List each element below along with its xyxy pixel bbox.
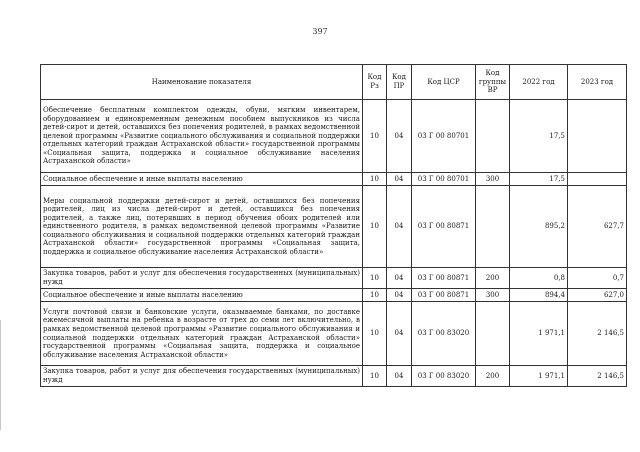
row-rz: 10	[363, 289, 387, 302]
row-2022: 17,5	[510, 100, 568, 173]
table-row	[41, 366, 627, 387]
header-csr: Код ЦСР	[412, 65, 476, 100]
row-csr: 03 Г 00 80701	[412, 100, 476, 173]
row-name: Услуги почтовой связи и банковские услуги, оказываемые банками, по доставке ежемесячной выплаты на ребенка в возрасте от трех до семи лет включительно, в рамках ведомственной целевой программы «Развитие социального обслуживания и социальной поддержки отдельных категорий граждан Астраханской области» государственной программы «Социальная защита, поддержка и социальное обслуживание населения Астраханской области»	[41, 302, 363, 366]
row-2022: 894,4	[510, 289, 568, 302]
row-rz: 10	[363, 268, 387, 289]
row-csr: 03 Г 00 80871	[412, 268, 476, 289]
row-name: Меры социальной поддержки детей-сирот и детей, оставшихся без попечения родителей, лиц из числа детей-сирот и детей, оставшихся без попечения родителей, а также лиц, потерявших в период обучения обоих родителей или единственного родителя, в рамках ведомственной целевой программы «Развитие социального обслуживания и социальной поддержки отдельных категорий граждан Астраханской области» государственной программы «Социальная защита, поддержка и социальное обслуживание населения Астраханской области»	[41, 186, 363, 268]
row-rz: 10	[363, 366, 387, 387]
row-2023	[568, 100, 627, 173]
row-2022: 1 971,1	[510, 302, 568, 366]
row-csr: 03 Г 00 80701	[412, 173, 476, 186]
table-row	[41, 100, 627, 173]
row-2023: 2 146,5	[568, 302, 627, 366]
scan-edge-mark	[0, 320, 1, 430]
row-name: Социальное обеспечение и иные выплаты населению	[41, 173, 363, 186]
row-pr: 04	[387, 173, 412, 186]
row-name: Закупка товаров, работ и услуг для обеспечения государственных (муниципальных) нужд	[41, 268, 363, 289]
row-rz: 10	[363, 302, 387, 366]
row-2022: 895,2	[510, 186, 568, 268]
row-rz: 10	[363, 186, 387, 268]
table-row	[41, 302, 627, 366]
row-pr: 04	[387, 186, 412, 268]
row-pr: 04	[387, 268, 412, 289]
table-row	[41, 289, 627, 302]
row-2023: 627,0	[568, 289, 627, 302]
row-2023: 0,7	[568, 268, 627, 289]
row-name: Закупка товаров, работ и услуг для обеспечения государственных (муниципальных) нужд	[41, 366, 363, 387]
row-vr: 200	[476, 268, 510, 289]
row-csr: 03 Г 00 80871	[412, 289, 476, 302]
row-2022: 17,5	[510, 173, 568, 186]
row-pr: 04	[387, 366, 412, 387]
table-row	[41, 186, 627, 268]
header-2022: 2022 год	[510, 65, 568, 100]
row-rz: 10	[363, 100, 387, 173]
row-csr: 03 Г 00 80871	[412, 186, 476, 268]
row-vr: 300	[476, 289, 510, 302]
row-pr: 04	[387, 100, 412, 173]
row-rz: 10	[363, 173, 387, 186]
budget-table	[40, 64, 627, 387]
row-vr: 300	[476, 173, 510, 186]
row-vr: 200	[476, 366, 510, 387]
row-2023: 627,7	[568, 186, 627, 268]
row-pr: 04	[387, 289, 412, 302]
row-name: Обеспечение бесплатным комплектом одежды, обуви, мягким инвентарем, оборудованием и единовременным денежным пособием выпускников из числа детей-сирот и детей, оставшихся без попечения родителей, в рамках ведомственной целевой программы «Развитие социального обслуживания и социальной поддержки отдельных категорий граждан Астраханской области» государственной программы «Социальная защита, поддержка и социальное обслуживание населения Астраханской области»	[41, 100, 363, 173]
header-pr: Код ПР	[387, 65, 412, 100]
row-vr	[476, 186, 510, 268]
row-2022: 0,8	[510, 268, 568, 289]
header-name: Наименование показателя	[41, 65, 363, 100]
row-2022: 1 971,1	[510, 366, 568, 387]
table-header-row	[41, 65, 627, 100]
header-rz: Код Рз	[363, 65, 387, 100]
row-name: Социальное обеспечение и иные выплаты населению	[41, 289, 363, 302]
row-vr	[476, 100, 510, 173]
row-2023	[568, 173, 627, 186]
header-vr: Код группы ВР	[476, 65, 510, 100]
table-row	[41, 173, 627, 186]
row-csr: 03 Г 00 83020	[412, 302, 476, 366]
row-csr: 03 Г 00 83020	[412, 366, 476, 387]
table-row	[41, 268, 627, 289]
page-number: 397	[312, 27, 328, 36]
row-pr: 04	[387, 302, 412, 366]
row-2023: 2 146,5	[568, 366, 627, 387]
header-2023: 2023 год	[568, 65, 627, 100]
row-vr	[476, 302, 510, 366]
